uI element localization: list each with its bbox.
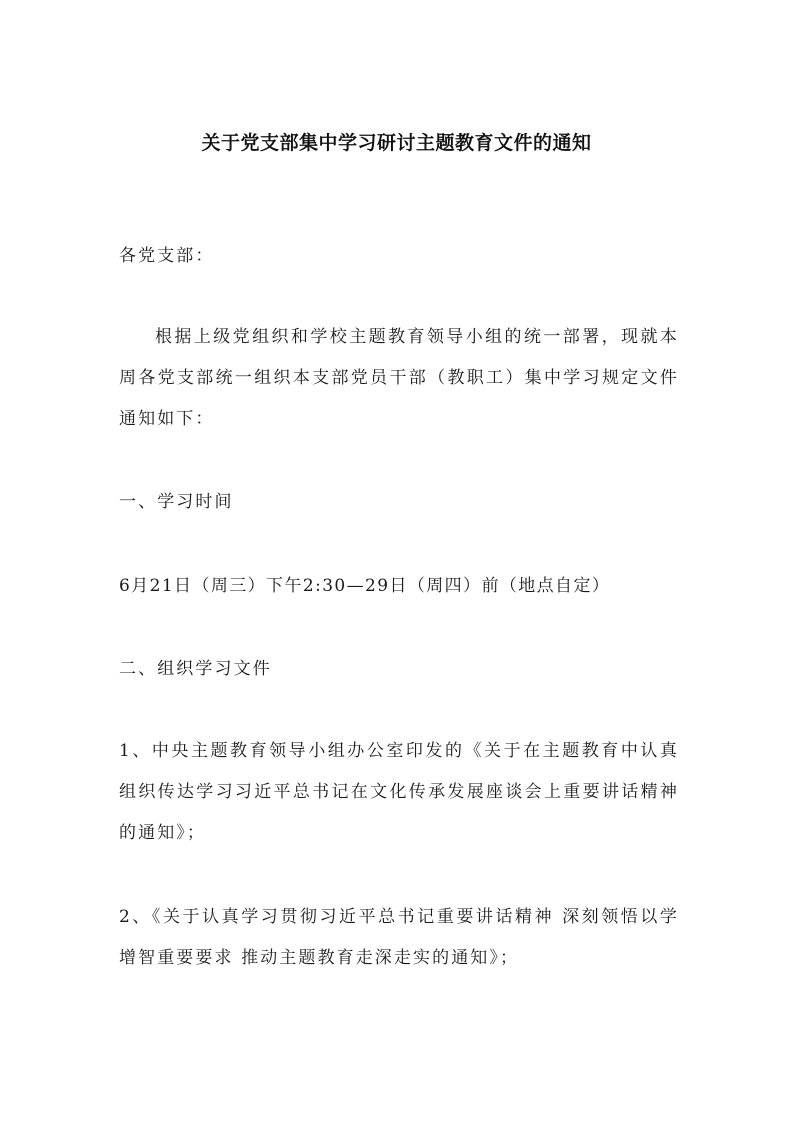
intro-paragraph: 根据上级党组织和学校主题教育领导小组的统一部署，现就本周各党支部统一组织本支部党员干部（教职工）集中学习规定文件通知如下： xyxy=(119,327,679,429)
section-heading-study-documents: 二、组织学习文件 xyxy=(119,659,272,679)
section-heading-study-time: 一、学习时间 xyxy=(119,492,234,512)
document-title: 关于党支部集中学习研讨主题教育文件的通知 xyxy=(201,132,592,154)
document-list-item: 2、《关于认真学习贯彻习近平总书记重要讲话精神 深刻领悟以学增智重要要求 推动主题教育走深走实的通知》； xyxy=(119,907,679,968)
document-list-item: 1、中央主题教育领导小组办公室印发的《关于在主题教育中认真组织传达学习习近平总书记在文化传承发展座谈会上重要讲话精神的通知》； xyxy=(119,741,679,843)
study-time-detail: 6月21日（周三）下午2:30—29日（周四）前（地点自定） xyxy=(119,576,611,596)
salutation: 各党支部： xyxy=(119,246,215,266)
